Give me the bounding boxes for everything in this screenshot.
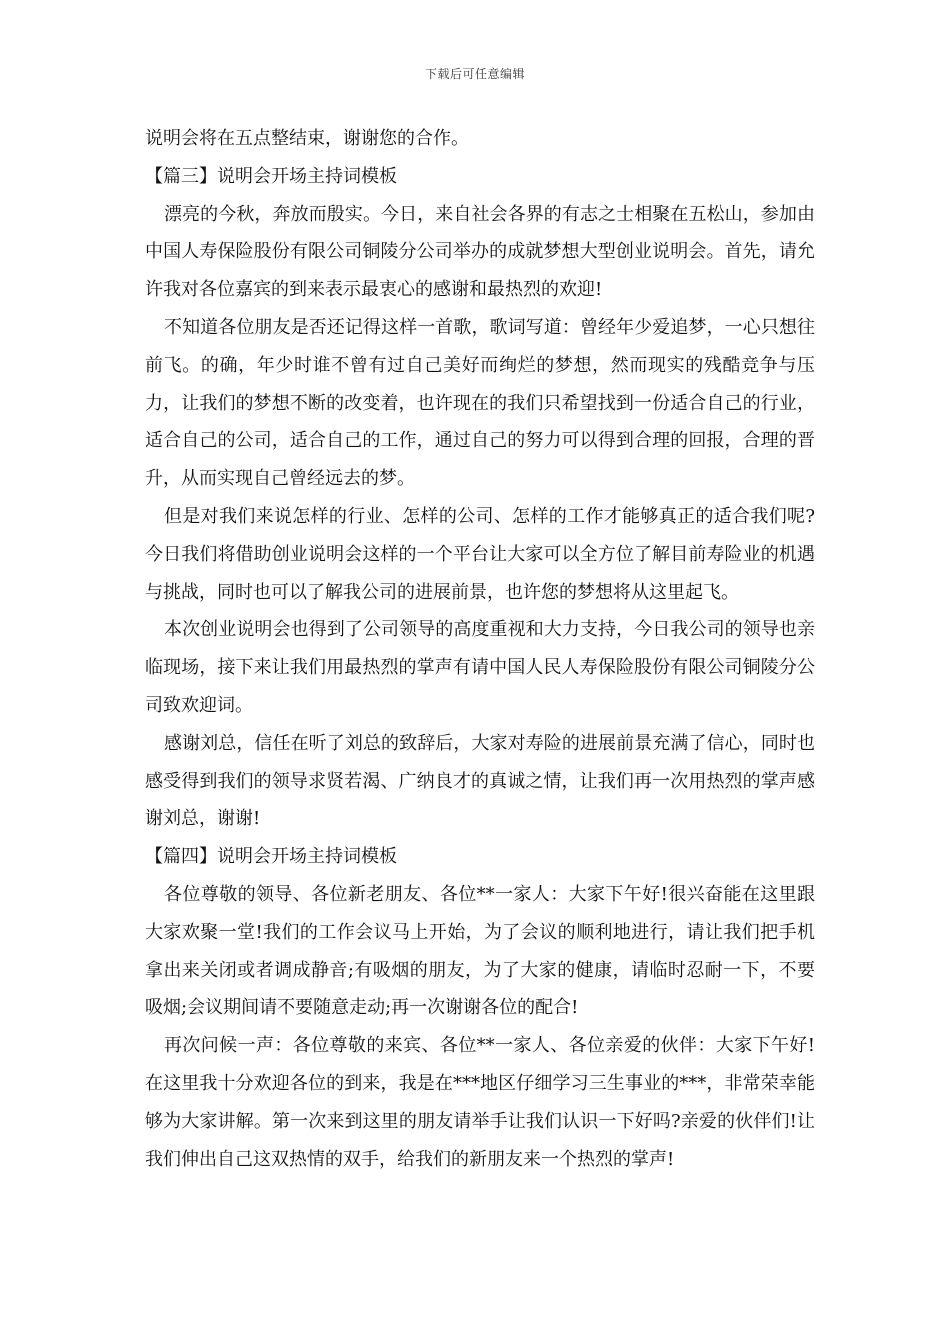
paragraph-second-greeting: 再次问候一声：各位尊敬的来宾、各位**一家人、各位亲爱的伙伴：大家下午好!在这里我十分欢迎各位的到来，我是在***地区仔细学习三生事业的***，非常荣幸能够为大家讲解。第一次来到这里的朋友请举手让我们认识一下好吗?亲爱的伙伴们!让我们伸出自己这双热情的双手，给我们的新朋友来一个热烈的掌声! — [145, 1035, 815, 1170]
section-heading-part-four: 【篇四】说明会开场主持词模板 — [145, 846, 397, 868]
paragraph-leader-support: 本次创业说明会也得到了公司领导的高度重视和大力支持，今日我公司的领导也亲临现场，接下来让我们用最热烈的掌声有请中国人民人寿保险股份有限公司铜陵分公司致欢迎词。 — [145, 619, 815, 716]
running-header: 下载后可任意编辑 — [424, 67, 525, 81]
paragraph-welcome: 漂亮的今秋，奔放而殷实。今日，来自社会各界的有志之士相聚在五松山，参加由中国人寿保险股份有限公司铜陵分公司举办的成就梦想大型创业说明会。首先，请允许我对各位嘉宾的到来表示最衷心的感谢和最热烈的欢迎! — [145, 203, 815, 301]
paragraph-opening-greeting: 各位尊敬的领导、各位新老朋友、各位**一家人：大家下午好!很兴奋能在这里跟大家欢聚一堂!我们的工作会议马上开始，为了会议的顺利地进行，请让我们把手机拿出来关闭或者调成静音;有吸烟的朋友，为了大家的健康，请临时忍耐一下，不要吸烟;会议期间请不要随意走动;再一次谢谢各位的配合! — [145, 883, 815, 1019]
paragraph-thanks-liu: 感谢刘总，信任在听了刘总的致辞后，大家对寿险的进展前景充满了信心，同时也感受得到我们的领导求贤若渴、广纳良才的真诚之情，让我们再一次用热烈的掌声感谢刘总，谢谢! — [145, 732, 815, 830]
paragraph-dream-song: 不知道各位朋友是否还记得这样一首歌，歌词写道：曾经年少爱追梦，一心只想往前飞。的确，年少时谁不曾有过自己美好而绚烂的梦想，然而现实的残酷竞争与压力，让我们的梦想不断的改变着，也许现在的我们只希望找到一份适合自己的行业，适合自己的公司，适合自己的工作，通过自己的努力可以得到合理的回报，合理的晋升，从而实现自己曾经远去的梦。 — [145, 316, 815, 490]
document-body — [145, 120, 815, 1178]
section-heading-part-three: 【篇三】说明会开场主持词模板 — [145, 165, 397, 187]
paragraph-industry-question: 但是对我们来说怎样的行业、怎样的公司、怎样的工作才能够真正的适合我们呢?今日我们将借助创业说明会这样的一个平台让大家可以全方位了解目前寿险业的机遇与挑战，同时也可以了解我公司的进展前景，也许您的梦想将从这里起飞。 — [145, 505, 815, 603]
paragraph-closing-note: 说明会将在五点整结束，谢谢您的合作。 — [145, 128, 469, 149]
